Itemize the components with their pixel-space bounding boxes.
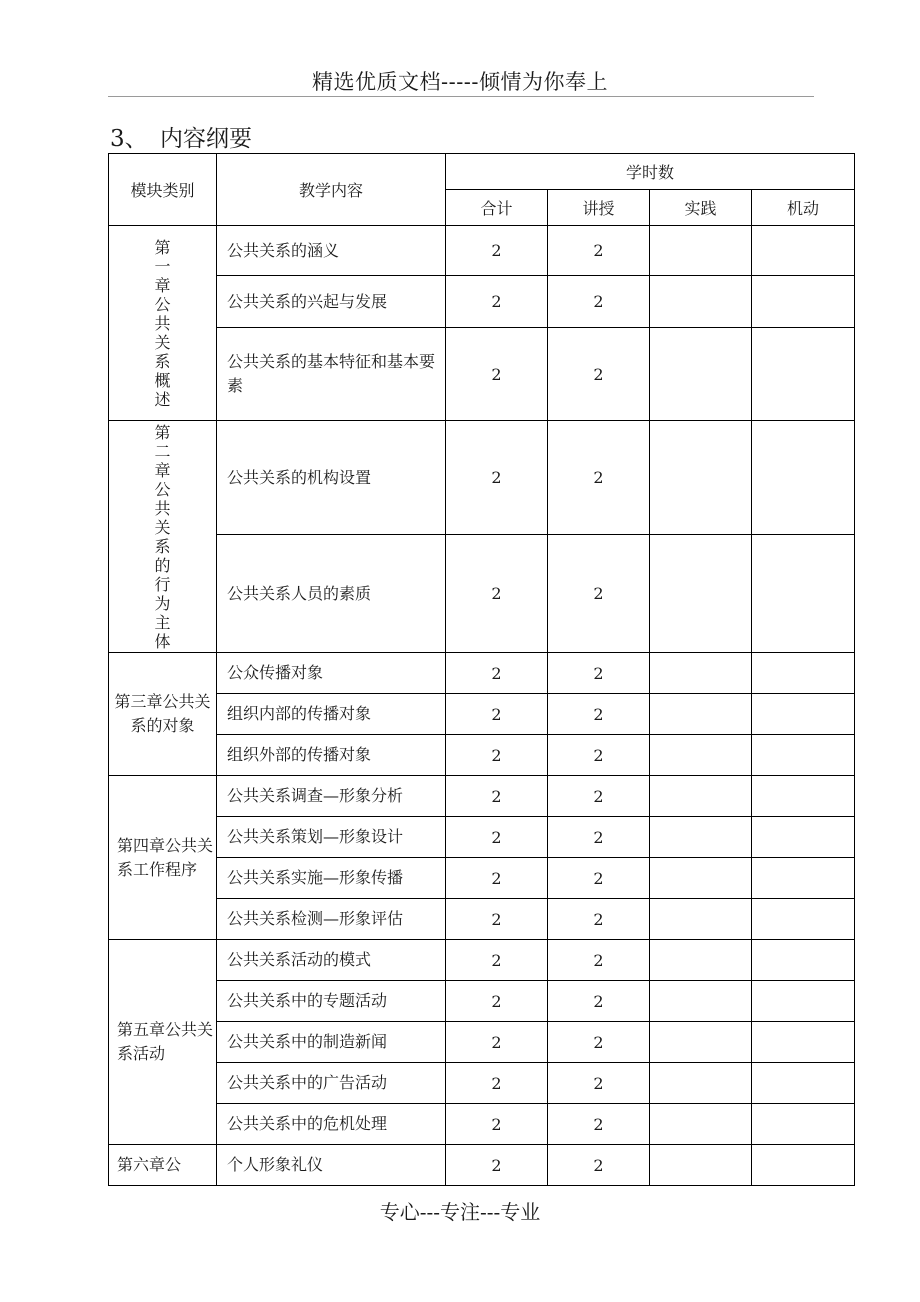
table-row: [109, 276, 855, 328]
practice-hours-cell: [650, 735, 752, 776]
section-title: [110, 120, 252, 153]
header-class-hours: 学时数: [446, 154, 855, 190]
content-cell: 公共关系策划—形象设计: [217, 817, 446, 858]
lecture-hours-cell: 2: [548, 1022, 650, 1063]
table-row: [109, 981, 855, 1022]
header-flexible: 机动: [752, 190, 855, 226]
table-row: [109, 328, 855, 421]
module-label: 第五章公共关系活动: [117, 1020, 214, 1063]
practice-hours-cell: [650, 694, 752, 735]
flexible-hours-cell: [752, 1022, 855, 1063]
table-row: [109, 226, 855, 276]
total-hours-cell: 2: [446, 1022, 548, 1063]
header-practice: 实践: [650, 190, 752, 226]
practice-hours-cell: [650, 421, 752, 535]
practice-hours-cell: [650, 653, 752, 694]
table-row: [109, 735, 855, 776]
table-row: [109, 1104, 855, 1145]
practice-hours-cell: [650, 1022, 752, 1063]
module-label: 第 二 章 公 共 关 系 的 行 为 主 体: [154, 422, 171, 651]
content-cell: 公共关系中的危机处理: [217, 1104, 446, 1145]
flexible-hours-cell: [752, 1145, 855, 1186]
flexible-hours-cell: [752, 899, 855, 940]
total-hours-cell: 2: [446, 776, 548, 817]
lecture-hours-cell: 2: [548, 981, 650, 1022]
content-cell: 公共关系的涵义: [217, 226, 446, 276]
total-hours-cell: 2: [446, 653, 548, 694]
practice-hours-cell: [650, 1104, 752, 1145]
lecture-hours-cell: 2: [548, 858, 650, 899]
module-label: 第 一 章 公 共 关 系 概 述: [154, 237, 171, 409]
flexible-hours-cell: [752, 940, 855, 981]
total-hours-cell: 2: [446, 817, 548, 858]
header-lecture: 讲授: [548, 190, 650, 226]
content-cell: 公共关系中的专题活动: [217, 981, 446, 1022]
header-module-type: 模块类别: [109, 154, 217, 226]
total-hours-cell: 2: [446, 1145, 548, 1186]
lecture-hours-cell: 2: [548, 694, 650, 735]
module-cell: [109, 226, 217, 421]
page-header: 精选优质文档-----倾情为你奉上: [312, 70, 608, 94]
lecture-hours-cell: 2: [548, 1145, 650, 1186]
table-row: [109, 858, 855, 899]
module-cell: [109, 421, 217, 653]
flexible-hours-cell: [752, 1104, 855, 1145]
flexible-hours-cell: [752, 735, 855, 776]
flexible-hours-cell: [752, 858, 855, 899]
flexible-hours-cell: [752, 535, 855, 653]
lecture-hours-cell: 2: [548, 421, 650, 535]
content-cell: 公共关系的兴起与发展: [217, 276, 446, 328]
flexible-hours-cell: [752, 328, 855, 421]
total-hours-cell: 2: [446, 694, 548, 735]
flexible-hours-cell: [752, 694, 855, 735]
practice-hours-cell: [650, 899, 752, 940]
module-label: 第六章公: [117, 1155, 182, 1174]
table-row: [109, 1022, 855, 1063]
practice-hours-cell: [650, 981, 752, 1022]
flexible-hours-cell: [752, 817, 855, 858]
flexible-hours-cell: [752, 981, 855, 1022]
practice-hours-cell: [650, 535, 752, 653]
module-label: 第三章公共关系的对象: [114, 692, 211, 735]
lecture-hours-cell: 2: [548, 276, 650, 328]
total-hours-cell: 2: [446, 735, 548, 776]
lecture-hours-cell: 2: [548, 1104, 650, 1145]
lecture-hours-cell: 2: [548, 817, 650, 858]
total-hours-cell: 2: [446, 535, 548, 653]
table-row: [109, 653, 855, 694]
content-cell: 公共关系检测—形象评估: [217, 899, 446, 940]
lecture-hours-cell: 2: [548, 328, 650, 421]
content-cell: 公共关系活动的模式: [217, 940, 446, 981]
flexible-hours-cell: [752, 276, 855, 328]
total-hours-cell: 2: [446, 899, 548, 940]
practice-hours-cell: [650, 1063, 752, 1104]
lecture-hours-cell: 2: [548, 226, 650, 276]
section-number: 3、: [110, 126, 148, 152]
lecture-hours-cell: 2: [548, 776, 650, 817]
table-row: [109, 421, 855, 535]
table-row: [109, 776, 855, 817]
practice-hours-cell: [650, 776, 752, 817]
header-divider: [108, 96, 814, 97]
section-title-text: 内容纲要: [160, 126, 252, 152]
module-label: 第四章公共关系工作程序: [117, 835, 214, 879]
content-cell: 公共关系人员的素质: [217, 535, 446, 653]
module-cell: [109, 1145, 217, 1186]
total-hours-cell: 2: [446, 421, 548, 535]
content-cell: 公共关系中的广告活动: [217, 1063, 446, 1104]
module-cell: [109, 776, 217, 940]
total-hours-cell: 2: [446, 940, 548, 981]
table-row: [109, 535, 855, 653]
content-cell: 组织内部的传播对象: [217, 694, 446, 735]
content-cell: 公共关系调查—形象分析: [217, 776, 446, 817]
flexible-hours-cell: [752, 653, 855, 694]
lecture-hours-cell: 2: [548, 940, 650, 981]
content-cell: 公共关系的基本特征和基本要素: [217, 328, 446, 421]
page-footer: 专心---专注---专业: [379, 1200, 541, 1224]
table-row: [109, 694, 855, 735]
lecture-hours-cell: 2: [548, 653, 650, 694]
header-total: 合计: [446, 190, 548, 226]
total-hours-cell: 2: [446, 1104, 548, 1145]
content-cell: 公共关系的机构设置: [217, 421, 446, 535]
flexible-hours-cell: [752, 776, 855, 817]
practice-hours-cell: [650, 817, 752, 858]
practice-hours-cell: [650, 276, 752, 328]
table-row: [109, 1063, 855, 1104]
flexible-hours-cell: [752, 226, 855, 276]
lecture-hours-cell: 2: [548, 1063, 650, 1104]
lecture-hours-cell: 2: [548, 535, 650, 653]
module-cell: [109, 940, 217, 1145]
lecture-hours-cell: 2: [548, 899, 650, 940]
content-cell: 组织外部的传播对象: [217, 735, 446, 776]
total-hours-cell: 2: [446, 226, 548, 276]
lecture-hours-cell: 2: [548, 735, 650, 776]
flexible-hours-cell: [752, 421, 855, 535]
table-row: [109, 1145, 855, 1186]
table-row: [109, 899, 855, 940]
practice-hours-cell: [650, 858, 752, 899]
table-row: [109, 940, 855, 981]
content-cell: 个人形象礼仪: [217, 1145, 446, 1186]
practice-hours-cell: [650, 940, 752, 981]
content-cell: 公共关系中的制造新闻: [217, 1022, 446, 1063]
practice-hours-cell: [650, 1145, 752, 1186]
module-cell: [109, 653, 217, 776]
content-cell: 公共关系实施—形象传播: [217, 858, 446, 899]
total-hours-cell: 2: [446, 328, 548, 421]
course-outline-table: [108, 153, 855, 1186]
total-hours-cell: 2: [446, 1063, 548, 1104]
total-hours-cell: 2: [446, 981, 548, 1022]
flexible-hours-cell: [752, 1063, 855, 1104]
content-cell: 公众传播对象: [217, 653, 446, 694]
total-hours-cell: 2: [446, 276, 548, 328]
practice-hours-cell: [650, 226, 752, 276]
total-hours-cell: 2: [446, 858, 548, 899]
header-teaching-content: 教学内容: [217, 154, 446, 226]
practice-hours-cell: [650, 328, 752, 421]
table-row: [109, 817, 855, 858]
